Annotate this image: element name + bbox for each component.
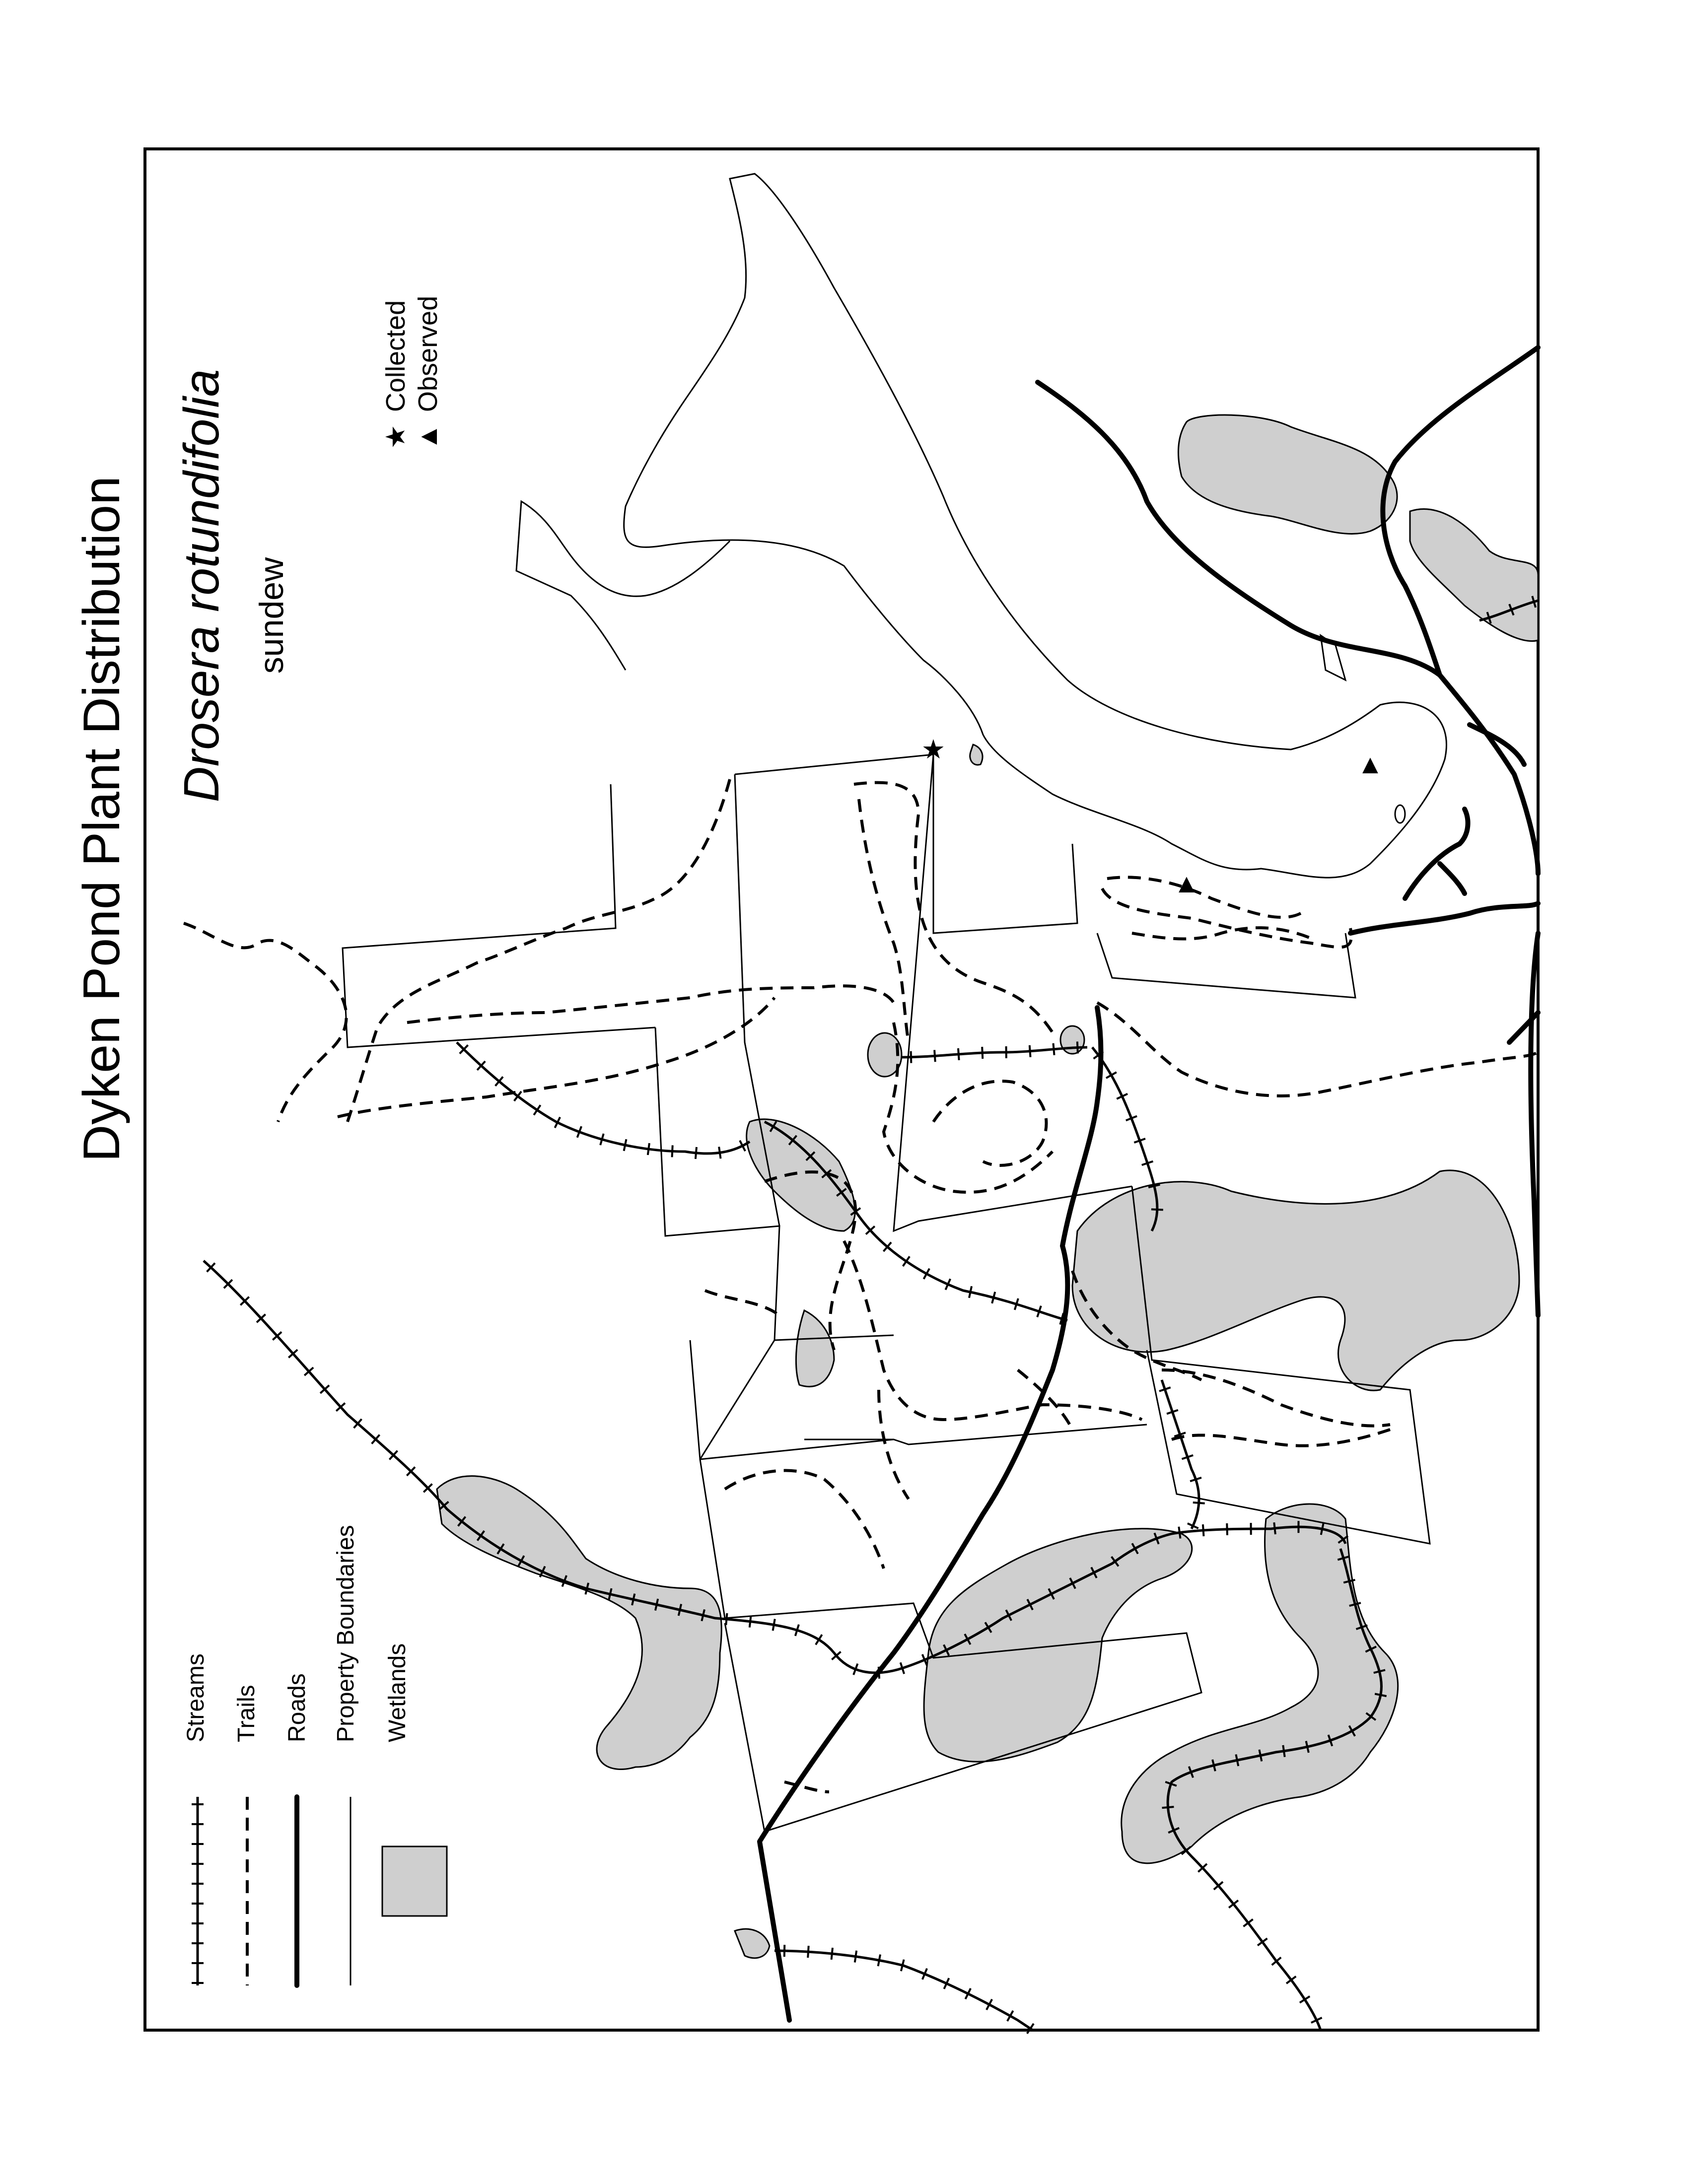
- trail: [933, 1081, 1047, 1165]
- legend: [183, 1525, 447, 1985]
- observed-marker-icon: ▲: [1173, 869, 1200, 898]
- trail: [407, 986, 894, 1023]
- property-boundary: [735, 754, 1077, 933]
- legend-wetland-symbol: [382, 1846, 447, 1916]
- legend-label: Roads: [284, 1673, 310, 1742]
- trail: [348, 779, 730, 1122]
- observed-marker-icon: ▲: [1357, 750, 1384, 779]
- property-boundary: [1097, 933, 1355, 998]
- trail: [1107, 877, 1301, 917]
- collected-marker-icon: ★: [921, 735, 946, 764]
- property-boundary: [343, 784, 655, 1047]
- trail: [879, 1390, 909, 1499]
- property-boundary: [690, 1340, 894, 1459]
- legend-item-roads: [284, 1673, 310, 1985]
- wetland-area: [1410, 509, 1538, 641]
- common-name: sundew: [253, 557, 290, 674]
- wetlands: [437, 415, 1538, 1958]
- legend-label: Streams: [183, 1653, 209, 1742]
- pond-islet: [1395, 805, 1405, 823]
- marker-key: [381, 296, 443, 450]
- trail: [705, 1291, 779, 1315]
- legend-item-streams: [183, 1653, 209, 1985]
- legend-item-property-boundaries: [333, 1525, 359, 1985]
- road-spur: [1509, 1013, 1538, 1042]
- wetland-area: [1072, 1170, 1519, 1390]
- legend-item-wetlands: [382, 1643, 447, 1916]
- wetland-area: [796, 1310, 834, 1386]
- stream-ticks: [784, 1945, 1034, 2034]
- collected-key-icon: ★: [381, 424, 411, 449]
- species-name: Drosera rotundifolia: [174, 369, 229, 803]
- wetland-area: [1178, 415, 1397, 534]
- observed-key-label: Observed: [413, 295, 443, 412]
- trail: [725, 1471, 884, 1569]
- pond-inlet: [516, 501, 730, 670]
- legend-item-trails: [233, 1685, 260, 1985]
- wetland-area: [970, 745, 983, 765]
- stream-ticks: [1094, 1052, 1163, 1210]
- road-spur: [1440, 864, 1465, 893]
- stream-ticks: [460, 1045, 745, 1159]
- trail: [1018, 1370, 1072, 1430]
- property-boundary: [804, 1425, 1147, 1444]
- trail: [184, 923, 347, 1122]
- trail: [1132, 928, 1311, 939]
- trail: [859, 799, 909, 1042]
- trail: [1097, 1003, 1538, 1096]
- collected-key-label: Collected: [381, 300, 411, 412]
- stream: [901, 1047, 1087, 1057]
- wetland-area: [735, 1929, 770, 1958]
- stream: [1162, 1380, 1199, 1529]
- trail: [338, 998, 774, 1117]
- observed-key-icon: ▲: [413, 423, 443, 450]
- legend-label: Trails: [233, 1685, 260, 1742]
- property-boundary: [894, 754, 1132, 1231]
- streams: [204, 596, 1538, 2034]
- trail: [1102, 888, 1351, 947]
- map-title: Dyken Pond Plant Distribution: [73, 476, 131, 1162]
- wetland-area: [437, 1476, 721, 1770]
- road-spur: [1350, 903, 1538, 933]
- trail: [1172, 1430, 1390, 1446]
- legend-label: Wetlands: [384, 1643, 411, 1742]
- legend-label: Property Boundaries: [333, 1525, 359, 1742]
